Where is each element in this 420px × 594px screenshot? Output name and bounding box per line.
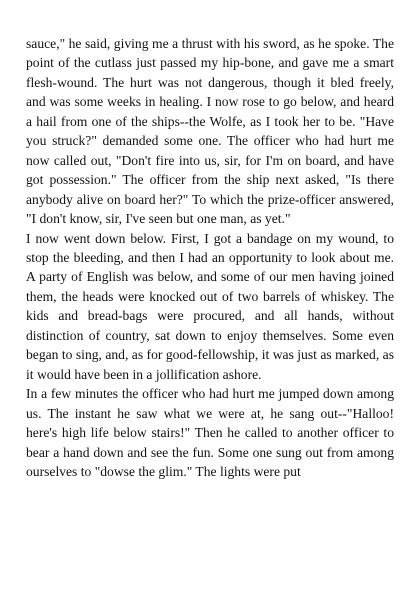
- paragraph-2: I now went down below. First, I got a bandage on my wound, to stop the bleeding, and then I had an opportunity to look about me. A party of English was below, and some of our men having joined them, the heads were knocked out of two barrels of whiskey. The kids and bread-bags were procured, and all hands, without distinction of country, sat down to enjoy themselves. Some even began to sing, and, as for good-fellowship, it was just as marked, as it would have been in a jollification ashore.: [26, 230, 394, 382]
- paragraph-3: In a few minutes the officer who had hurt me jumped down among us. The instant he saw what we were at, he sang out--"Halloo! here's high life below stairs!" Then he called to another officer to bear a hand down and see the fun. Some one sung out from among ourselves to "dowse the glim." The lights were put: [26, 386, 394, 479]
- paragraph-1: sauce," he said, giving me a thrust with his sword, as he spoke. The point of the cutlass just passed my hip-bone, and gave me a smart flesh-wound. The hurt was not dangerous, though it bled freely, and was some weeks in healing. I now rose to go below, and heard a hail from one of the ships--the Wolfe, as I took her to be. "Have you struck?" demanded some one. The officer who had hurt me now called out, "Don't fire into us, sir, for I'm on board, and have got possession." The officer from the ship next asked, "Is there anybody alive on board her?" To which the prize-officer answered, "I don't know, sir, I've seen but one man, as yet.": [26, 36, 394, 227]
- book-page-text: [26, 34, 394, 481]
